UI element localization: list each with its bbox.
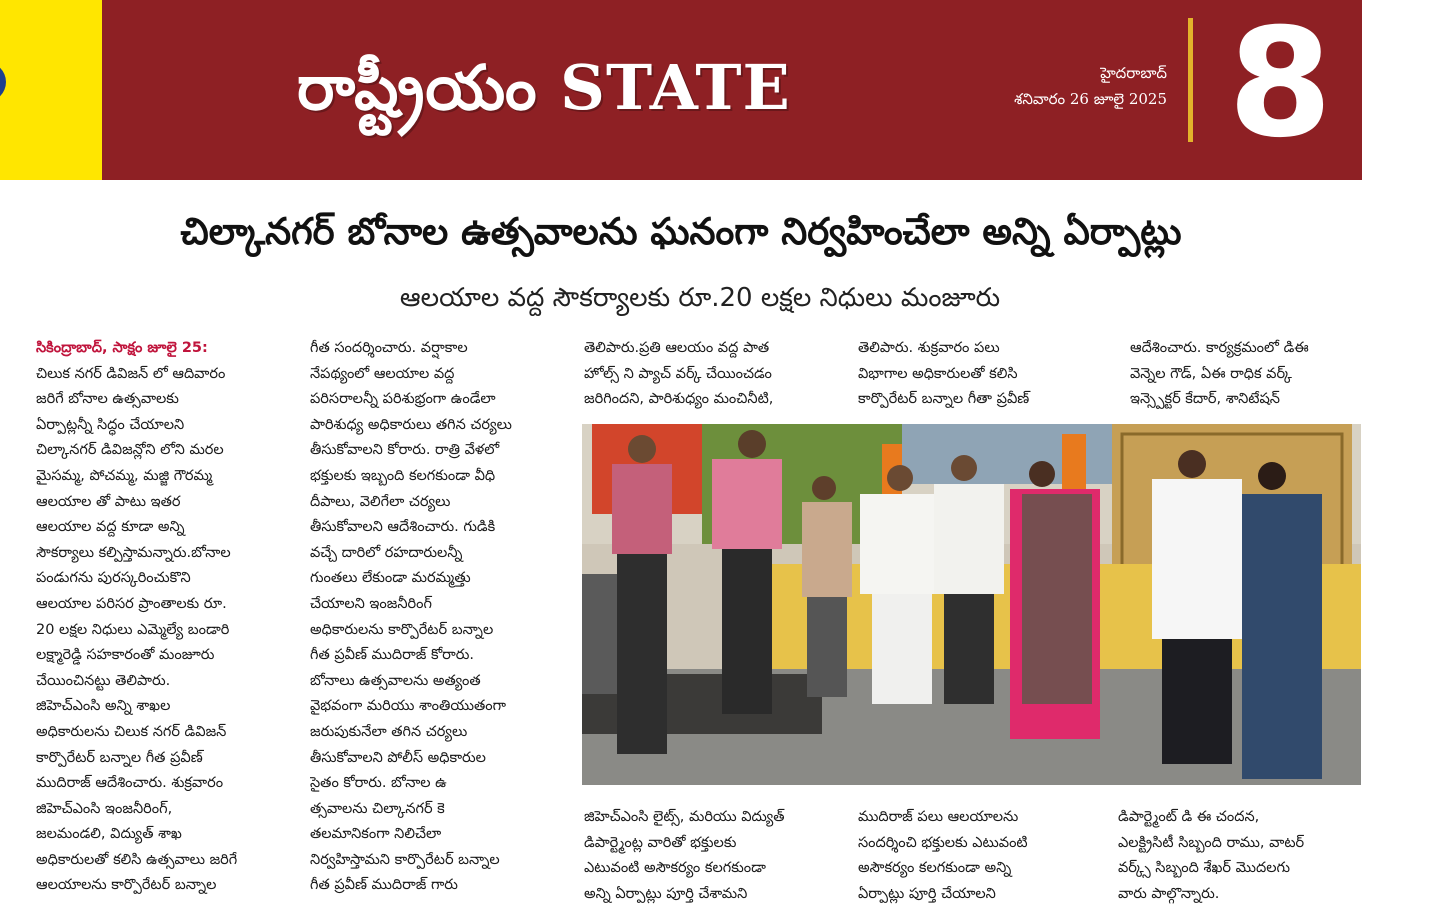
article-line: ఆలయాల వద్ద కూడా అన్ని (36, 519, 185, 536)
article-line: ఏర్పాట్లు పూర్తి చేయాలని (858, 885, 996, 902)
article-line: జరుపుకునేలా తగిన చర్యలు (310, 723, 468, 740)
article-subheadline: ఆలయాల వద్ద సౌకర్యాలకు రూ.20 లక్షల నిధులు మంజూరు (399, 283, 1001, 313)
article-line: చేయాలని ఇంజనీరింగ్ (310, 595, 432, 612)
article-line: జరిగిందని, పారిశుధ్యం మంచినీటి, (584, 391, 774, 408)
article-column-3-top (584, 336, 834, 413)
article-line: హోల్స్ ని ప్యాచ్ వర్క్ చేయించడం (584, 365, 772, 382)
dateline-block (1014, 60, 1167, 112)
article-line: ముదిరాజ్ పలు ఆలయాలను (858, 809, 1019, 825)
article-line: భక్తులకు ఇబ్బంది కలగకుండా వీధి (310, 467, 496, 484)
article-line: అధికారులతో కలిసి ఉత్సవాలు జరిగే (36, 851, 238, 868)
article-line: నేపథ్యంలో ఆలయాల వద్ద (310, 365, 455, 382)
page-number: 8 (1228, 0, 1333, 171)
section-color-tab (0, 0, 102, 180)
article-line: సైతం కోరారు. బోనాల ఉ (310, 775, 447, 792)
column-lines (1118, 805, 1362, 907)
article-column-1 (36, 336, 284, 899)
article-column-3-bottom (584, 805, 834, 907)
article-line: 20 లక్షల నిధులు ఎమ్మెల్యే బండారి (36, 621, 230, 638)
article-line: ఆలయాలను కార్పొరేటర్ బన్నాల (36, 877, 217, 894)
article-column-4-bottom (858, 805, 1108, 907)
article-line: నిర్వహిస్తామని కార్పొరేటర్ బన్నాల (310, 851, 500, 868)
article-line: ఆలయాల పరిసర ప్రాంతాలకు రూ. (36, 595, 227, 612)
article-line: తీసుకోవాలని ఆదేశించారు. గుడికి (310, 519, 496, 536)
article-line: చిలుక నగర్ డివిజన్ లో ఆదివారం (36, 365, 226, 382)
article-line: ఆలయాల తో పాటు ఇతర (36, 493, 181, 510)
article-line: తీసుకోవాలని కోరారు. రాత్రి వేళలో (310, 442, 500, 459)
article-line: వారు పాల్గొన్నారు. (1118, 885, 1220, 902)
column-lines (584, 805, 834, 907)
section-title: రాష్ట్రీయం STATE (297, 51, 791, 124)
article-line: తెలిపారు.ప్రతి ఆలయం వద్ద పాత (584, 340, 770, 356)
article-line: అధికారులను చిలుక నగర్ డివిజన్ (36, 723, 227, 740)
article-line: వచ్చే దారిలో రహదారులన్నీ (310, 544, 463, 561)
article-column-5-bottom (1118, 805, 1362, 907)
article-line: తెలిపారు. శుక్రవారం పలు (858, 340, 1000, 356)
article-line: జిహెచ్ఎంసి ఇంజనీరింగ్, (36, 800, 173, 817)
article-line: గీత ప్రవీణ్ ముదిరాజ్ కోరారు. (310, 647, 474, 664)
article-line: గీత ప్రవీణ్ ముదిరాజ్ గారు (310, 877, 458, 894)
article-line: త్సవాలను చిల్కానగర్ కె (310, 800, 445, 817)
article-line: వర్క్స్ సిబ్బంది శేఖర్ మొదలగు (1118, 860, 1290, 877)
masthead-divider (1188, 18, 1193, 142)
article-line: జరిగే బోనాల ఉత్సవాలకు (36, 391, 179, 408)
column-lines (858, 805, 1108, 907)
article-line: జలమండలి, విద్యుత్ శాఖ (36, 826, 182, 843)
column-lines (310, 336, 560, 899)
column-lines (858, 336, 1108, 413)
article-line: గీత సందర్శించారు. వర్షాకాల (310, 340, 468, 356)
article-line: విభాగాల అధికారులతో కలిసి (858, 365, 1018, 382)
article-line: మైసమ్మ, పోచమ్మ, మజ్జి గౌరమ్మ (36, 467, 213, 484)
article-line: తలమానికంగా నిలిచేలా (310, 826, 442, 843)
logo-edge-icon (0, 62, 6, 102)
masthead-band (102, 0, 1362, 180)
article-line: వైభవంగా మరియు శాంతియుతంగా (310, 698, 506, 715)
article-line: చిల్కానగర్ డివిజన్లోని లోని మరల (36, 442, 224, 459)
article-line: ఎలక్ట్రిసిటీ సిబ్బంది రాము, వాటర్ (1118, 834, 1305, 851)
article-column-4-top (858, 336, 1108, 413)
article-line: కార్పొరేటర్ బన్నాల గీత ప్రవీణ్ (36, 749, 203, 766)
column-lines (1130, 336, 1362, 413)
article-line: ఎటువంటి అసౌకర్యం కలగకుండా (584, 860, 766, 877)
article-line: పండుగను పురస్కరించుకొని (36, 570, 191, 587)
article-line: గుంతలు లేకుండా మరమ్మత్తు (310, 570, 471, 587)
article-line: దీపాలు, వెలిగేలా చర్యలు (310, 493, 451, 510)
article-line: లక్ష్మారెడ్డి సహకారంతో మంజూరు (36, 647, 215, 664)
issue-date: శనివారం 26 జూలై 2025 (1014, 90, 1167, 108)
article-line: చేయించినట్టు తెలిపారు. (36, 672, 171, 689)
article-line: పారిశుధ్య అధికారులు తగిన చర్యలు (310, 416, 512, 433)
article-line: ఆదేశించారు. కార్యక్రమంలో డిఈ (1130, 340, 1309, 356)
article-line: బోనాలు ఉత్సవాలను అత్యంత (310, 672, 481, 689)
article-line: సందర్శించి భక్తులకు ఎటువంటి (858, 834, 1028, 851)
article-line: జిహెచ్ఎంసి లైట్స్, మరియు విద్యుత్ (584, 809, 785, 825)
column-lines (584, 336, 834, 413)
article-line: డిపార్ట్మెంట్ల వారితో భక్తులకు (584, 834, 737, 851)
article-headline: చిల్కానగర్ బోనాల ఉత్సవాలను ఘనంగా నిర్వహించేలా అన్ని ఏర్పాట్లు (180, 210, 1182, 253)
article-line: అధికారులను కార్పొరేటర్ బన్నాల (310, 621, 494, 638)
article-line: ఇన్స్పెక్టర్ కేదార్, శానిటేషన్ (1130, 391, 1280, 408)
photo-illustration (582, 424, 1361, 785)
article-column-5-top (1130, 336, 1362, 413)
article-line: డిపార్ట్మెంట్ డి ఈ చందన, (1118, 809, 1260, 825)
article-line: తీసుకోవాలని పోలీస్ అధికారుల (310, 749, 486, 766)
article-dateline: సికింద్రాబాద్, సాక్షం జూలై 25: (36, 340, 208, 356)
article-line: పరిసరాలన్నీ పరిశుభ్రంగా ఉండేలా (310, 391, 496, 408)
article-line: కార్పొరేటర్ బన్నాల గీతా ప్రవీణ్ (858, 391, 1030, 408)
article-line: సౌకర్యాలు కల్పిస్తామన్నారు.బోనాల (36, 544, 231, 561)
article-line: జిహెచ్ఎంసి అన్ని శాఖల (36, 698, 171, 715)
city-name: హైదరాబాద్ (1100, 64, 1167, 82)
article-line: వెన్నెల గౌడ్, ఏఈ రాధిక వర్క్ (1130, 365, 1292, 382)
article-line: ముదిరాజ్ ఆదేశించారు. శుక్రవారం (36, 775, 224, 792)
article-line: ఏర్పాట్లన్నీ సిద్ధం చేయాలని (36, 416, 185, 433)
article-column-2 (310, 336, 560, 899)
column-lines (36, 362, 284, 899)
news-photo (582, 424, 1361, 785)
article-line: అన్ని ఏర్పాట్లు పూర్తి చేశామని (584, 885, 748, 902)
article-line: అసౌకర్యం కలగకుండా అన్ని (858, 860, 1012, 877)
